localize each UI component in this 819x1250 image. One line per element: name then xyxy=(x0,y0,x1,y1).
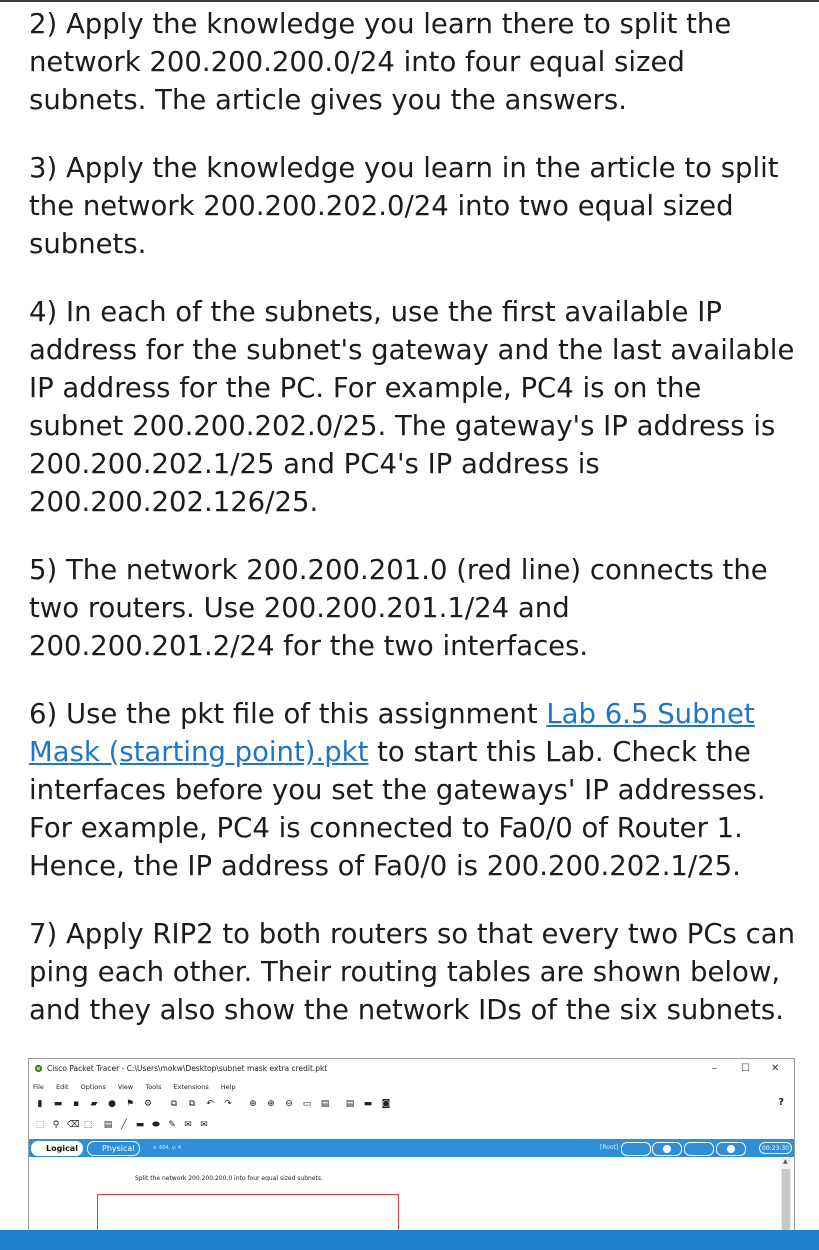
new-file-icon[interactable]: ▮ xyxy=(37,1099,43,1109)
print-icon[interactable]: ▰ xyxy=(90,1099,98,1109)
p4-line-1: 4) In each of the subnets, use the first available IP xyxy=(29,296,722,328)
bottom-bar xyxy=(0,1230,819,1250)
p2-line-1: 2) Apply the knowledge you learn there to split the xyxy=(29,8,732,40)
image-icon xyxy=(727,1145,735,1153)
p3-line-1: 3) Apply the knowledge you learn in the article to split xyxy=(29,152,779,184)
root-label: [Root] xyxy=(600,1144,619,1151)
ellipse-icon[interactable]: ⬬ xyxy=(152,1120,160,1130)
complex-pdu-icon[interactable]: ✉ xyxy=(200,1120,208,1130)
p5-line-3: 200.200.201.2/24 for the two interfaces. xyxy=(29,630,589,662)
viewport-pill[interactable] xyxy=(652,1142,682,1156)
background-pill[interactable] xyxy=(716,1142,746,1156)
menu-view[interactable]: View xyxy=(117,1083,134,1091)
p4-line-5: 200.200.202.1/25 and PC4's IP address is xyxy=(29,448,600,480)
p6-line-2-text: to start this Lab. Check the xyxy=(368,736,751,768)
camera-icon[interactable]: ◙ xyxy=(381,1099,391,1109)
paragraph-step-3 xyxy=(29,149,799,263)
zoom-out-icon[interactable]: ⊖ xyxy=(285,1099,293,1109)
subnet-area-box xyxy=(97,1194,399,1235)
drawing-palette-icon[interactable]: ▭ xyxy=(302,1099,312,1109)
root-pill[interactable] xyxy=(621,1142,651,1156)
p6-line-4: For example, PC4 is connected to Fa0/0 of Router 1. xyxy=(29,812,743,844)
canvas-note: Split the network 200.200.200.0 into four equal sized subnets. xyxy=(135,1175,323,1182)
menu-help[interactable]: Help xyxy=(220,1083,236,1091)
note-icon[interactable]: ▤ xyxy=(103,1120,113,1130)
paragraph-step-2 xyxy=(29,5,799,119)
logical-tab[interactable]: Logical xyxy=(31,1141,83,1156)
paragraph-step-6 xyxy=(29,695,799,885)
rectangle-icon[interactable]: ▬ xyxy=(135,1120,145,1130)
paste-icon[interactable]: ⧉ xyxy=(188,1099,196,1109)
document-body xyxy=(29,5,799,1059)
p2-line-2: network 200.200.200.0/24 into four equal sized xyxy=(29,46,685,78)
pkt-file-link-cont[interactable]: Mask (starting point).pkt xyxy=(29,736,369,768)
pkt-file-link[interactable]: Lab 6.5 Subnet xyxy=(546,698,755,730)
vertical-scrollbar[interactable] xyxy=(781,1157,791,1235)
p6-line-5: Hence, the IP address of Fa0/0 is 200.200.202.1/25. xyxy=(29,850,741,882)
p3-line-3: subnets. xyxy=(29,228,147,260)
workspace-mode-bar xyxy=(29,1139,794,1157)
packet-tracer-screenshot xyxy=(28,1058,795,1235)
save-icon[interactable]: ▪ xyxy=(72,1099,80,1109)
packet-tracer-app-icon xyxy=(34,1064,43,1073)
p7-line-3: and they also show the network IDs of the six subnets. xyxy=(29,994,784,1026)
resize-icon[interactable]: ⬚ xyxy=(83,1120,93,1130)
physical-tab[interactable]: Physical xyxy=(87,1141,140,1156)
activity-wizard-icon[interactable]: ⚑ xyxy=(125,1099,135,1109)
menu-edit[interactable]: Edit xyxy=(55,1083,69,1091)
minimize-button[interactable]: – xyxy=(712,1063,717,1074)
doc-icon[interactable]: ▤ xyxy=(345,1099,355,1109)
copy-icon[interactable]: ⧉ xyxy=(170,1099,178,1109)
freeform-icon[interactable]: ✎ xyxy=(168,1120,176,1130)
pdu-icon[interactable]: ▬ xyxy=(363,1099,373,1109)
paragraph-step-5 xyxy=(29,551,799,665)
maximize-button[interactable]: ☐ xyxy=(741,1063,750,1074)
p6-line-3: interfaces before you set the gateways' IP addresses. xyxy=(29,774,766,806)
p4-line-2: address for the subnet's gateway and the last available xyxy=(29,334,795,366)
redo-icon[interactable]: ↷ xyxy=(224,1099,232,1109)
simple-pdu-icon[interactable]: ✉ xyxy=(184,1120,192,1130)
select-icon[interactable]: ⬚ xyxy=(35,1120,45,1130)
menu-tools[interactable]: Tools xyxy=(145,1083,162,1091)
p5-line-1: 5) The network 200.200.201.0 (red line) connects the xyxy=(29,554,768,586)
p4-line-4: subnet 200.200.202.0/25. The gateway's IP address is xyxy=(29,410,776,442)
scrollbar-thumb[interactable] xyxy=(782,1169,790,1235)
p4-line-6: 200.200.202.126/25. xyxy=(29,486,319,518)
line-icon[interactable]: ╱ xyxy=(121,1120,127,1130)
cluster-icon xyxy=(663,1145,671,1153)
delete-icon[interactable]: ⌫ xyxy=(67,1120,80,1130)
p5-line-2: two routers. Use 200.200.201.1/24 and xyxy=(29,592,570,624)
p2-line-3: subnets. The article gives you the answers. xyxy=(29,84,627,116)
undo-icon[interactable]: ↶ xyxy=(206,1099,214,1109)
scroll-up-icon[interactable]: ▲ xyxy=(783,1158,788,1165)
info-icon[interactable]: ● xyxy=(108,1099,116,1109)
p3-line-2: the network 200.200.202.0/24 into two equal sized xyxy=(29,190,734,222)
window-titlebar xyxy=(29,1059,794,1079)
top-divider xyxy=(0,0,819,2)
p4-line-3: IP address for the PC. For example, PC4 is on the xyxy=(29,372,702,404)
p6-line-1-text: 6) Use the pkt file of this assignment xyxy=(29,698,547,730)
open-folder-icon[interactable]: ▬ xyxy=(53,1099,63,1109)
help-icon[interactable]: ? xyxy=(778,1097,784,1108)
network-info-icon[interactable]: ⚙ xyxy=(143,1099,153,1109)
p7-line-1: 7) Apply RIP2 to both routers so that every two PCs can xyxy=(29,918,796,950)
menu-file[interactable]: File xyxy=(33,1083,44,1091)
menu-extensions[interactable]: Extensions xyxy=(173,1083,209,1091)
window-title: Cisco Packet Tracer - C:\Users\mokw\Desktop\subnet mask extra credit.pkt xyxy=(47,1064,328,1073)
zoom-in-icon[interactable]: ⊕ xyxy=(249,1099,257,1109)
p7-line-2: ping each other. Their routing tables are shown below, xyxy=(29,956,781,988)
inspect-icon[interactable]: ⚲ xyxy=(52,1120,60,1130)
menu-bar xyxy=(33,1080,246,1094)
cursor-coordinates: x: 604, y: 4 xyxy=(153,1145,182,1151)
zoom-reset-icon[interactable]: ⊕ xyxy=(267,1099,275,1109)
close-button[interactable]: ✕ xyxy=(771,1063,780,1074)
custom-device-icon[interactable]: ▤ xyxy=(320,1099,330,1109)
paragraph-step-4 xyxy=(29,293,799,521)
simulation-timer: 00:23:30 xyxy=(759,1142,792,1154)
new-cluster-pill[interactable] xyxy=(684,1142,714,1156)
paragraph-step-7 xyxy=(29,915,799,1029)
menu-options[interactable]: Options xyxy=(80,1083,106,1091)
